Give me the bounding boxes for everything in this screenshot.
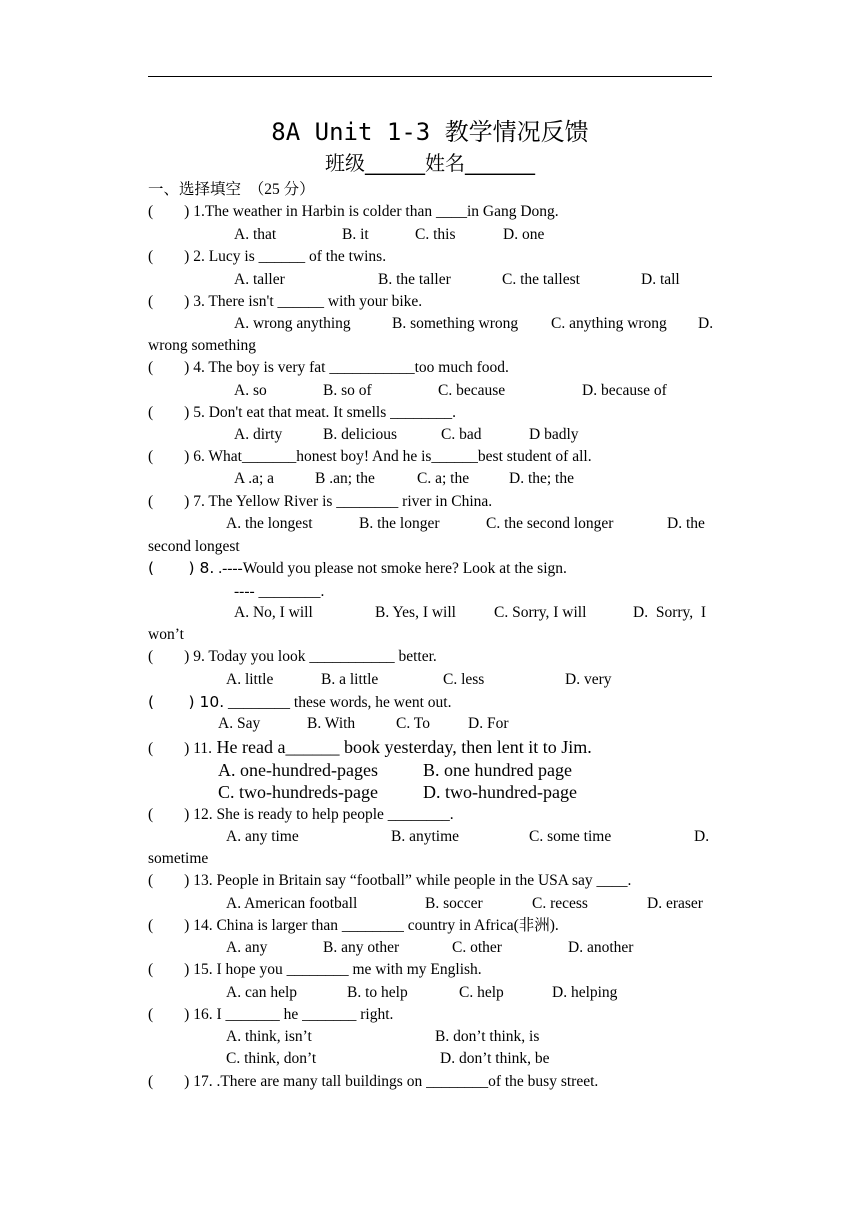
question-stem: ( ) 12. She is ready to help people ________.: [148, 806, 454, 823]
option-continuation: wrong something: [148, 337, 257, 354]
question-stem: ( ) 14. China is larger than ________ country in Africa(非洲).: [148, 917, 559, 934]
question-stem: [148, 736, 592, 759]
option: D.: [694, 828, 710, 845]
option: D. don’t think, be: [440, 1050, 550, 1067]
option: B .an; the: [315, 470, 375, 487]
option: A. American football: [226, 895, 358, 912]
question-stem: ( ) 4. The boy is very fat ___________too much food.: [148, 359, 509, 376]
option: A. wrong anything: [234, 315, 351, 332]
option: A. taller: [234, 271, 285, 288]
option: B. a little: [321, 671, 379, 688]
option: D. the; the: [509, 470, 574, 487]
option: A. so: [234, 382, 267, 399]
option: D. tall: [641, 271, 680, 288]
option: B. something wrong: [392, 315, 519, 332]
option: D. eraser: [647, 895, 703, 912]
question-stem: ( ) 15. I hope you ________ me with my English.: [148, 961, 482, 978]
option: B. Yes, I will: [375, 604, 456, 621]
option: C. Sorry, I will: [494, 604, 587, 621]
question-stem: ( ) 7. The Yellow River is ________ river in China.: [148, 493, 493, 510]
option: C. bad: [441, 426, 482, 443]
option: C. because: [438, 382, 506, 399]
question-number: ( ) 8.: [148, 559, 215, 577]
option: B. one hundred page: [423, 760, 572, 780]
option: C. the tallest: [502, 271, 580, 288]
option: D. very: [565, 671, 612, 688]
option: C. help: [459, 984, 504, 1001]
dialogue-blank: ---- ________.: [234, 583, 325, 600]
option: A. think, isn’t: [226, 1028, 312, 1045]
question-stem: ( ) 2. Lucy is ______ of the twins.: [148, 248, 387, 265]
page-title: 8A Unit 1-3 教学情况反馈: [271, 118, 589, 146]
question-text: ________ these words, he went out.: [224, 694, 452, 711]
option: A. one-hundred-pages: [218, 760, 378, 780]
option: C. less: [443, 671, 485, 688]
option: B. soccer: [425, 895, 483, 912]
option: B. to help: [347, 984, 408, 1001]
question-stem: ( ) 5. Don't eat that meat. It smells ________.: [148, 404, 457, 421]
option: B. With: [307, 715, 356, 732]
option: D.: [698, 315, 714, 332]
question-stem: ( ) 13. People in Britain say “football” while people in the USA say ____.: [148, 872, 632, 889]
class-name-line: 班级______姓名_______: [325, 151, 535, 175]
option: B. it: [342, 226, 369, 243]
question-stem: ( ) 9. Today you look ___________ better.: [148, 648, 437, 665]
option: C. To: [396, 715, 430, 732]
top-rule: [148, 76, 712, 77]
option: D. the: [667, 515, 705, 532]
option: A. No, I will: [234, 604, 313, 621]
option: B. anytime: [391, 828, 460, 845]
question-number: ( ) 11.: [148, 740, 212, 757]
option: B. don’t think, is: [435, 1028, 540, 1045]
option: D. For: [468, 715, 509, 732]
question-stem: ( ) 17. .There are many tall buildings on ________of the busy street.: [148, 1073, 599, 1090]
option: A. can help: [226, 984, 298, 1001]
question-text: .----Would you please not smoke here? Look at the sign.: [214, 560, 567, 577]
question-text: He read a______ book yesterday, then lent it to Jim.: [212, 737, 592, 757]
option: B. any other: [323, 939, 400, 956]
question-stem: ( ) 16. I _______ he _______ right.: [148, 1006, 394, 1023]
option: A .a; a: [234, 470, 275, 487]
question-number: ( ) 10.: [148, 693, 225, 711]
option: D. one: [503, 226, 545, 243]
option: A. that: [234, 226, 277, 243]
option: A. any: [226, 939, 268, 956]
option: A. the longest: [226, 515, 313, 532]
option-continuation: sometime: [148, 850, 209, 867]
option: D badly: [529, 426, 579, 443]
option: B. delicious: [323, 426, 398, 443]
option: B. the longer: [359, 515, 440, 532]
option: C. two-hundreds-page: [218, 782, 378, 802]
option: C. the second longer: [486, 515, 614, 532]
option: B. the taller: [378, 271, 451, 288]
option: D. because of: [582, 382, 667, 399]
option: C. this: [415, 226, 456, 243]
option: D. another: [568, 939, 634, 956]
question-stem: [148, 692, 451, 713]
option: A. any time: [226, 828, 299, 845]
option: D. Sorry, I: [633, 604, 707, 621]
question-stem: ( ) 1.The weather in Harbin is colder than ____in Gang Dong.: [148, 203, 559, 220]
option: D. helping: [552, 984, 618, 1001]
option: C. think, don’t: [226, 1050, 317, 1067]
option: B. so of: [323, 382, 372, 399]
section-heading: 一、选择填空 （25 分）: [148, 181, 315, 198]
question-stem: [148, 558, 567, 579]
option: C. recess: [532, 895, 588, 912]
option: A. Say: [218, 715, 261, 732]
option: C. some time: [529, 828, 612, 845]
option-continuation: second longest: [148, 538, 240, 555]
option: C. other: [452, 939, 502, 956]
question-stem: ( ) 3. There isn't ______ with your bike.: [148, 293, 423, 310]
option: C. anything wrong: [551, 315, 667, 332]
option: A. dirty: [234, 426, 283, 443]
question-stem: ( ) 6. What_______honest boy! And he is______best student of all.: [148, 448, 592, 465]
option: A. little: [226, 671, 274, 688]
option: D. two-hundred-page: [423, 782, 577, 802]
option-continuation: won’t: [148, 626, 184, 643]
option: C. a; the: [417, 470, 470, 487]
